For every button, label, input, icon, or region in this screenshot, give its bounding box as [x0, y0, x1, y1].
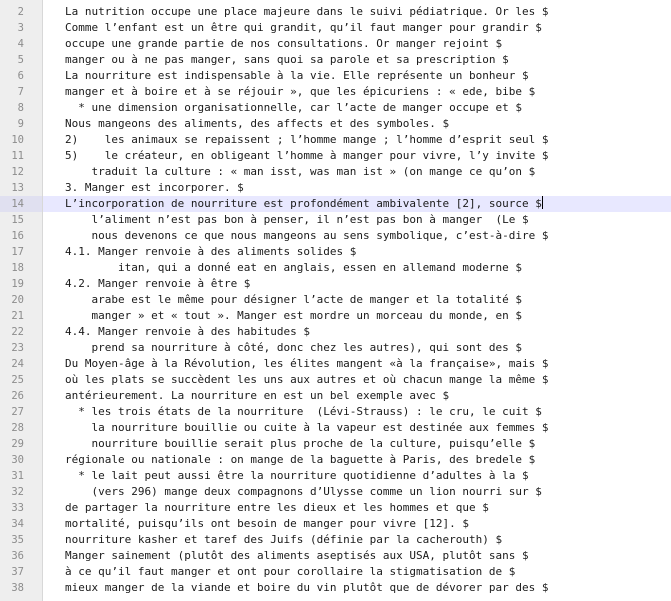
line-text: itan, qui a donné eat en anglais, essen en allemand moderne $: [65, 261, 522, 274]
line-number: 13: [11, 182, 24, 194]
line-text: 4.2. Manger renvoie à être $: [65, 277, 251, 290]
line-number: 36: [11, 550, 24, 562]
text-line[interactable]: [43, 564, 671, 580]
line-number: 30: [11, 454, 24, 466]
line-number: 3: [17, 22, 24, 34]
line-number: 26: [11, 390, 24, 402]
line-number: 14: [11, 198, 24, 210]
text-line[interactable]: [43, 372, 671, 388]
text-line[interactable]: [43, 324, 671, 340]
line-text: La nutrition occupe une place majeure dans le suivi pédiatrique. Or les $: [65, 5, 549, 18]
text-line[interactable]: [43, 84, 671, 100]
line-text: traduit la culture : « man isst, was man ist » (on mange ce qu’on $: [65, 165, 536, 178]
line-number: 35: [11, 534, 24, 546]
line-number: 4: [17, 38, 24, 50]
line-text: régionale ou nationale : on mange de la baguette à Paris, des bredele $: [65, 453, 536, 466]
line-number: 20: [11, 294, 24, 306]
text-line[interactable]: [43, 228, 671, 244]
text-line[interactable]: [43, 260, 671, 276]
line-number: 31: [11, 470, 24, 482]
line-number: 37: [11, 566, 24, 578]
text-line[interactable]: [43, 20, 671, 36]
line-text: 5) le créateur, en obligeant l’homme à manger pour vivre, l’y invite $: [65, 149, 549, 162]
text-line[interactable]: [43, 420, 671, 436]
text-line[interactable]: [43, 356, 671, 372]
line-number: 28: [11, 422, 24, 434]
line-text: L’incorporation de nourriture est profondément ambivalente [2], source $: [65, 197, 542, 210]
line-text: la nourriture bouillie ou cuite à la vapeur est destinée aux femmes $: [65, 421, 549, 434]
text-line[interactable]: [43, 116, 671, 132]
text-line[interactable]: [43, 68, 671, 84]
line-text: Nous mangeons des aliments, des affects et des symboles. $: [65, 117, 450, 130]
text-content-area[interactable]: [43, 0, 671, 601]
line-number: 11: [11, 150, 24, 162]
text-line[interactable]: [43, 388, 671, 404]
line-text: arabe est le même pour désigner l’acte de manger et la totalité $: [65, 293, 522, 306]
line-number: 34: [11, 518, 24, 530]
line-text: 3. Manger est incorporer. $: [65, 181, 244, 194]
text-line[interactable]: [43, 436, 671, 452]
text-line[interactable]: [43, 468, 671, 484]
line-text: occupe une grande partie de nos consultations. Or manger rejoint $: [65, 37, 503, 50]
text-line[interactable]: [43, 52, 671, 68]
text-line[interactable]: [43, 36, 671, 52]
text-line[interactable]: [43, 180, 671, 196]
line-text: nourriture bouillie serait plus proche de la culture, puisqu’elle $: [65, 437, 536, 450]
line-number: 5: [17, 54, 24, 66]
line-text: l’aliment n’est pas bon à penser, il n’est pas bon à manger (Le $: [65, 213, 529, 226]
line-text: manger » et « tout ». Manger est mordre un morceau du monde, en $: [65, 309, 522, 322]
line-text: prend sa nourriture à côté, donc chez les autres), qui sont des $: [65, 341, 522, 354]
line-number: 38: [11, 582, 24, 594]
line-text: Comme l’enfant est un être qui grandit, qu’il faut manger pour grandir $: [65, 21, 542, 34]
line-text: * le lait peut aussi être la nourriture quotidienne d’adultes à la $: [65, 469, 529, 482]
text-line[interactable]: [43, 548, 671, 564]
line-number: 32: [11, 486, 24, 498]
line-text: où les plats se succèdent les uns aux autres et où chacun mange la même $: [65, 373, 549, 386]
line-text: manger ou à ne pas manger, sans quoi sa parole et sa prescription $: [65, 53, 509, 66]
line-number: 2: [17, 6, 24, 18]
line-number: 16: [11, 230, 24, 242]
text-line[interactable]: [43, 292, 671, 308]
text-line[interactable]: [43, 244, 671, 260]
line-text: 2) les animaux se repaissent ; l’homme mange ; l’homme d’esprit seul $: [65, 133, 549, 146]
line-number: 33: [11, 502, 24, 514]
text-line[interactable]: [43, 580, 671, 596]
line-number: 18: [11, 262, 24, 274]
text-line[interactable]: [43, 4, 671, 20]
text-line[interactable]: [43, 404, 671, 420]
text-line[interactable]: [43, 164, 671, 180]
line-text: à ce qu’il faut manger et ont pour corollaire la stigmatisation de $: [65, 565, 516, 578]
line-text: nous devenons ce que nous mangeons au sens symbolique, c’est-à-dire $: [65, 229, 549, 242]
line-number: 15: [11, 214, 24, 226]
text-line[interactable]: [43, 516, 671, 532]
line-text: mieux manger de la viande et boire du vin plutôt que de dévorer par des $: [65, 581, 549, 594]
line-number: 9: [17, 118, 24, 130]
line-text: Du Moyen-âge à la Révolution, les élites mangent «à la française», mais $: [65, 357, 549, 370]
line-number: 23: [11, 342, 24, 354]
line-number: 22: [11, 326, 24, 338]
line-text: * les trois états de la nourriture (Lévi-Strauss) : le cru, le cuit $: [65, 405, 542, 418]
text-line[interactable]: [43, 100, 671, 116]
line-number: 8: [17, 102, 24, 114]
line-number: 12: [11, 166, 24, 178]
current-text-line[interactable]: [43, 196, 671, 212]
text-caret: [542, 196, 543, 209]
text-line[interactable]: [43, 484, 671, 500]
line-text: 4.4. Manger renvoie à des habitudes $: [65, 325, 311, 338]
line-number: 6: [17, 70, 24, 82]
line-number: 17: [11, 246, 24, 258]
line-number-gutter: [0, 0, 43, 601]
line-number: 25: [11, 374, 24, 386]
text-line[interactable]: [43, 500, 671, 516]
line-text: La nourriture est indispensable à la vie. Elle représente un bonheur $: [65, 69, 529, 82]
line-text: * une dimension organisationnelle, car l’acte de manger occupe et $: [65, 101, 522, 114]
line-number: 7: [17, 86, 24, 98]
text-line[interactable]: [43, 340, 671, 356]
text-line[interactable]: [43, 276, 671, 292]
line-text: de partager la nourriture entre les dieux et les hommes et que $: [65, 501, 489, 514]
line-number: 24: [11, 358, 24, 370]
text-line[interactable]: [43, 308, 671, 324]
line-number: 29: [11, 438, 24, 450]
line-number: 10: [11, 134, 24, 146]
line-number: 27: [11, 406, 24, 418]
text-line[interactable]: [43, 532, 671, 548]
line-number: 19: [11, 278, 24, 290]
line-text: manger et à boire et à se réjouir », que les épicuriens : « ede, bibe $: [65, 85, 536, 98]
text-line[interactable]: [43, 132, 671, 148]
line-text: Manger sainement (plutôt des aliments aseptisés aux USA, plutôt sans $: [65, 549, 529, 562]
text-line[interactable]: [43, 148, 671, 164]
line-text: mortalité, puisqu’ils ont besoin de manger pour vivre [12]. $: [65, 517, 469, 530]
line-text: 4.1. Manger renvoie à des aliments solides $: [65, 245, 357, 258]
line-text: antérieurement. La nourriture en est un bel exemple avec $: [65, 389, 450, 402]
line-number: 21: [11, 310, 24, 322]
line-text: nourriture kasher et taref des Juifs (définie par la cacherouth) $: [65, 533, 503, 546]
line-text: (vers 296) mange deux compagnons d’Ulysse comme un lion nourri sur $: [65, 485, 542, 498]
text-line[interactable]: [43, 212, 671, 228]
text-line[interactable]: [43, 452, 671, 468]
